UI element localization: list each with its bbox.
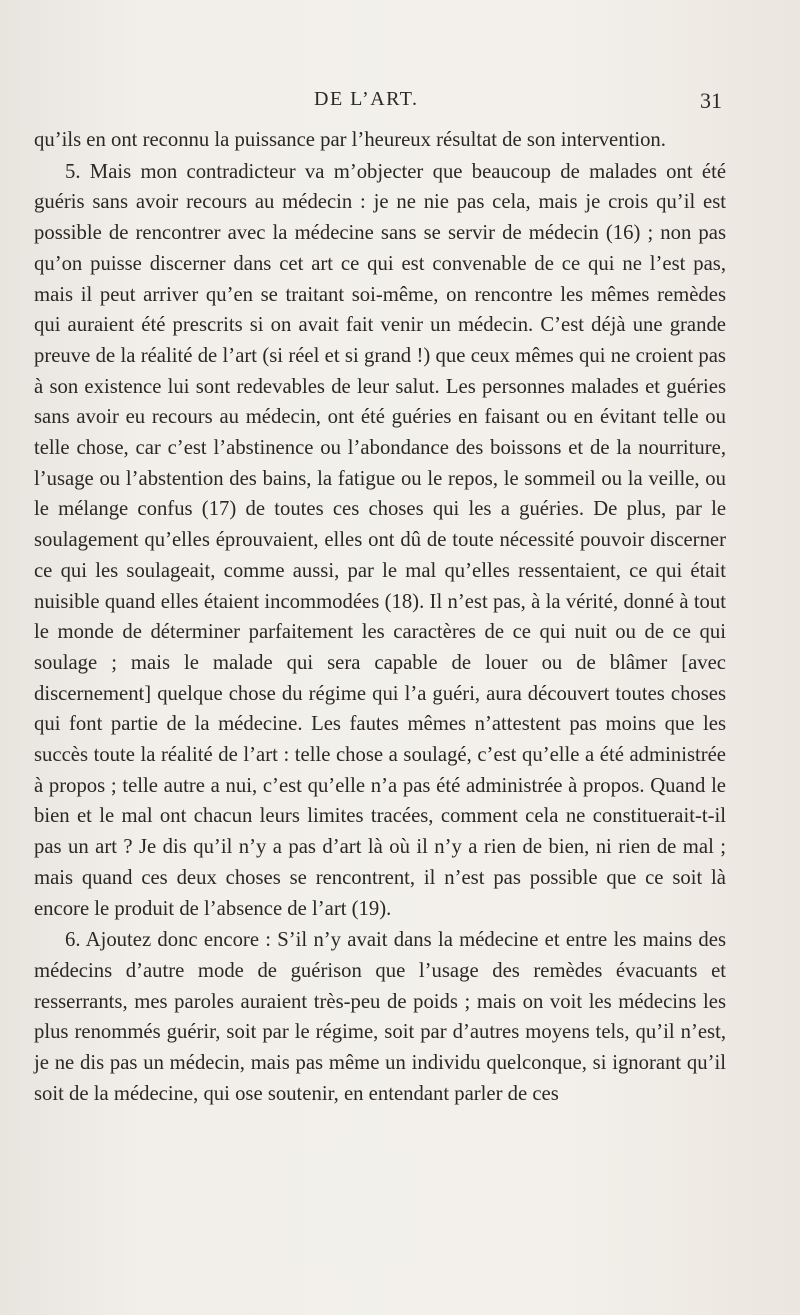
paragraph-section-6: 6. Ajoutez donc encore : S’il n’y avait dans la médecine et entre les mains des médecins d’autre mode de guérison que l’usage des remèdes évacuants et resserrants, mes paroles auraient très-peu de poids ; mais on voit les médecins les plus renommés guérir, soit par le régime, soit par d’autres moyens tels, qu’il n’est, je ne dis pas un médecin, mais pas même un individu quelconque, si ignorant qu’il soit de la médecine, qui ose soutenir, en entendant parler de ces [34, 929, 726, 1105]
paragraph-section-5: 5. Mais mon contradicteur va m’objecter que beaucoup de malades ont été guéris sans avoir recours au médecin : je ne nie pas cela, mais je crois qu’il est possible de rencontrer avec la médecine sans se servir de médecin (16) ; non pas qu’on puisse discerner dans cet art ce qui est convenable de ce qui ne l’est pas, mais il peut arriver qu’en se traitant soi-même, on rencontre les mêmes remèdes qui auraient été prescrits si on avait fait venir un médecin. C’est déjà une grande preuve de la réalité de l’art (si réel et si grand !) que ceux mêmes qui ne croient pas à son existence lui sont redevables de leur salut. Les personnes malades et guéries sans avoir eu recours au médecin, ont été guéries en faisant ou en évitant telle ou telle chose, car c’est l’abstinence ou l’abondance des boissons et de la nourriture, l’usage ou l’abstention des bains, la fatigue ou le repos, le sommeil ou la veille, ou le mélange confus (17) de toutes ces choses qui les a guéries. De plus, par le soulagement qu’elles éprouvaient, elles ont dû de toute nécessité pouvoir discerner ce qui les soulageait, comme aussi, par le mal qu’elles ressentaient, ce qui était nuisible quand elles étaient incommodées (18). Il n’est pas, à la vérité, donné à tout le monde de déterminer parfaitement les caractères de ce qui nuit ou de ce qui soulage ; mais le malade qui sera capable de louer ou de blâmer [avec discernement] quelque chose du régime qui l’a guéri, aura découvert toutes choses qui font partie de la médecine. Les fautes mêmes n’attestent pas moins que les succès toute la réalité de l’art : telle chose a soulagé, c’est qu’elle a été administrée à propos ; telle autre a nui, c’est qu’elle n’a pas été administrée à propos. Quand le bien et le mal ont chacun leurs limites tracées, comment cela ne constituerait-t-il pas un art ? Je dis qu’il n’y a pas d’art là où il n’y a rien de bien, ni rien de mal ; mais quand ces deux choses se rencontrent, il n’est pas possible que ce soit là encore le produit de l’absence de l’art (19). [34, 160, 726, 920]
running-title: DE L’ART. [314, 88, 419, 110]
paragraph-continuation: qu’ils en ont reconnu la puissance par l’heureux résultat de son intervention. [34, 129, 666, 151]
page-body [34, 125, 726, 1110]
running-head [0, 88, 800, 112]
page-number: 31 [700, 88, 722, 113]
